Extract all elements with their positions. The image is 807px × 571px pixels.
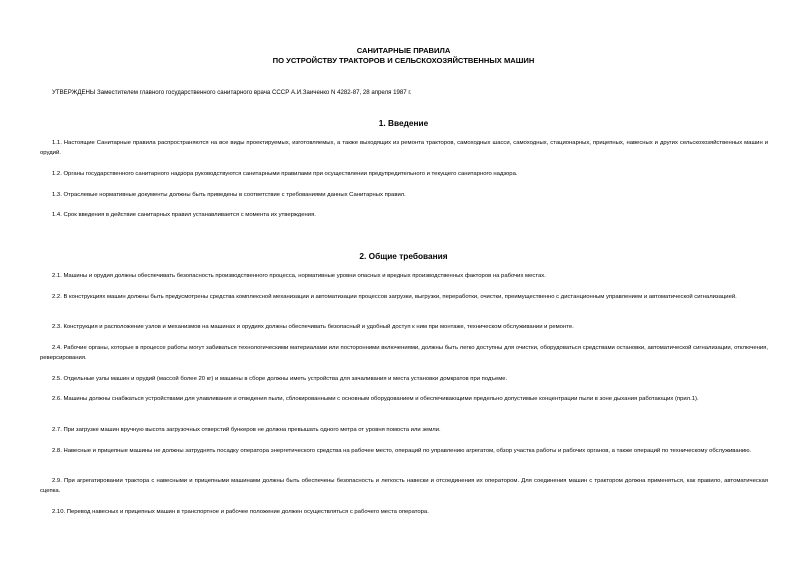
document-title-line-1: САНИТАРНЫЕ ПРАВИЛА — [356, 46, 451, 55]
document-title-line-2: ПО УСТРОЙСТВУ ТРАКТОРОВ И СЕЛЬСКОХОЗЯЙСТВЕННЫХ МАШИН — [272, 56, 535, 65]
paragraph-2-7: 2.7. При загрузке машин вручную высота загрузочных отверстий бункеров не должна превышать одного метра от уровня помоста или земли. — [52, 427, 441, 433]
paragraph-1-2: 1.2. Органы государственного санитарного надзора руководствуются санитарными правилами при осуществлении предупредительного и текущего санитарного надзора. — [52, 171, 518, 177]
section-heading-introduction: 1. Введение — [378, 118, 429, 128]
paragraph-2-10: 2.10. Перевод навесных и прицепных машин в транспортное и рабочее положение должен осуществляться с рабочего места оператора. — [52, 509, 429, 515]
paragraph-2-6: 2.6. Машины должны снабжаться устройствами для улавливания и отведения пыли, сблокированными с основным оборудованием и обеспечивающими предельно допустимые концентрации пыли в зоне дыхания работающих (прил.1). — [52, 396, 699, 402]
paragraph-2-8: 2.8. Навесные и прицепные машины не должны затруднять посадку оператора энергетического средства на рабочее место, операций по управлению агрегатом, обзор участка работы и рабочих органов, а также операций по техническому обслуживанию. — [52, 448, 752, 454]
approval-statement: УТВЕРЖДЕНЫ Заместителем главного государственного санитарного врача СССР А.И.Заиченко N 4282-87, 28 апреля 1987 г. — [52, 89, 412, 96]
paragraph-1-3: 1.3. Отраслевые нормативные документы должны быть приведены в соответствие с требованиями данных Санитарных правил. — [52, 192, 406, 198]
paragraph-2-9: 2.9. При агрегатировании трактора с навесными и прицепными машинами должны быть обеспечены безопасность и легкость навески и отсоединения их оператором. Для соединения машин с трактором должна применяться, как правило, автоматическая сцепка. — [40, 478, 768, 495]
paragraph-1-1: 1.1. Настоящие Санитарные правила распространяются на все виды проектируемых, изготовляемых, а также выходящих из ремонта тракторов, самоходных шасси, самоходных, стационарных, прицепных, навесных и других сельскохозяйственных машин и орудий. — [40, 140, 768, 157]
paragraph-2-1: 2.1. Машины и орудия должны обеспечивать безопасность производственного процесса, нормативные уровни опасных и вредных производственных факторов на рабочих местах. — [52, 273, 546, 279]
paragraph-2-2: 2.2. В конструкциях машин должны быть предусмотрены средства комплексной механизации и автоматизации процессов загрузки, выгрузки, переработки, очистки, преимущественно с дистанционным управлением и автоматической сигнализацией. — [52, 294, 737, 300]
paragraph-2-4: 2.4. Рабочие органы, которые в процессе работы могут забиваться технологическими материалами или посторонними включениями, должны быть легко доступны для очистки, оборудоваться средствами остановки, автоматической сигнализации, отключения, реверсирования. — [40, 345, 768, 362]
paragraph-2-3: 2.3. Конструкция и расположение узлов и механизмов на машинах и орудиях должны обеспечивать безопасный и удобный доступ к ним при монтаже, техническом обслуживании и ремонте. — [52, 324, 574, 330]
section-heading-general: 2. Общие требования — [359, 251, 448, 261]
paragraph-1-4: 1.4. Срок введения в действие санитарных правил устанавливается с момента их утверждения. — [52, 212, 316, 218]
paragraph-2-5: 2.5. Отдельные узлы машин и орудий (массой более 20 кг) и машины в сборе должны иметь устройства для зачаливания и места установки домкратов при подъеме. — [52, 376, 508, 382]
